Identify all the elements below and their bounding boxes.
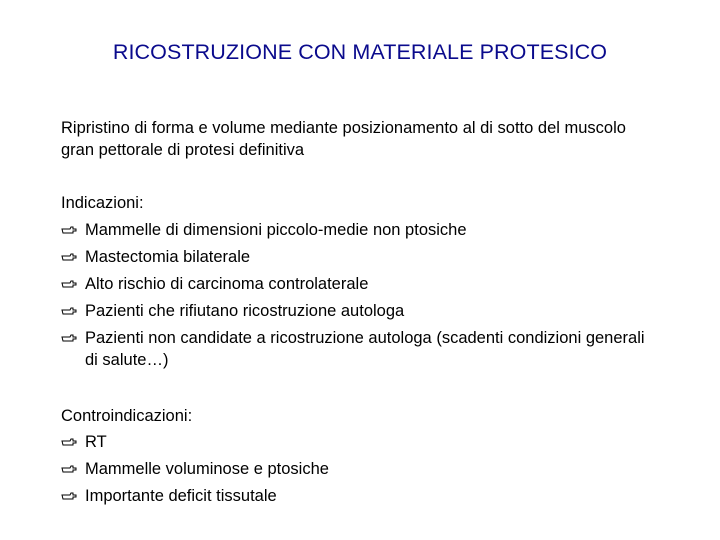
hand-pointing-icon <box>61 492 77 502</box>
hand-pointing-icon <box>61 307 77 317</box>
list-item-text: Importante deficit tissutale <box>85 487 277 505</box>
contraindications-list <box>61 431 661 512</box>
list-item-text: RT <box>85 433 107 451</box>
list-item-text: Pazienti che rifiutano ricostruzione autologa <box>85 302 405 320</box>
hand-pointing-icon <box>61 280 77 290</box>
list-item-text: Alto rischio di carcinoma controlaterale <box>85 275 369 293</box>
list-item-text: Mastectomia bilaterale <box>85 248 251 266</box>
indications-heading: Indicazioni: <box>61 194 144 212</box>
indications-list <box>61 219 661 376</box>
list-item <box>61 327 661 371</box>
list-item <box>61 273 661 295</box>
list-item-text: Mammelle voluminose e ptosiche <box>85 460 329 478</box>
intro-paragraph: Ripristino di forma e volume mediante posizionamento al di sotto del muscolo gran pettorale di protesi definitiva <box>61 119 626 159</box>
contraindications-heading: Controindicazioni: <box>61 407 193 425</box>
list-item <box>61 219 661 241</box>
list-item <box>61 485 661 507</box>
list-item <box>61 300 661 322</box>
slide-title: RICOSTRUZIONE CON MATERIALE PROTESICO <box>112 40 608 64</box>
hand-pointing-icon <box>61 226 77 236</box>
list-item-text: Mammelle di dimensioni piccolo-medie non ptosiche <box>85 221 467 239</box>
list-item <box>61 431 661 453</box>
list-item <box>61 458 661 480</box>
hand-pointing-icon <box>61 253 77 263</box>
hand-pointing-icon <box>61 334 77 344</box>
hand-pointing-icon <box>61 465 77 475</box>
list-item-text: Pazienti non candidate a ricostruzione autologa (scadenti condizioni generali di salute…) <box>85 329 645 369</box>
list-item <box>61 246 661 268</box>
hand-pointing-icon <box>61 438 77 448</box>
